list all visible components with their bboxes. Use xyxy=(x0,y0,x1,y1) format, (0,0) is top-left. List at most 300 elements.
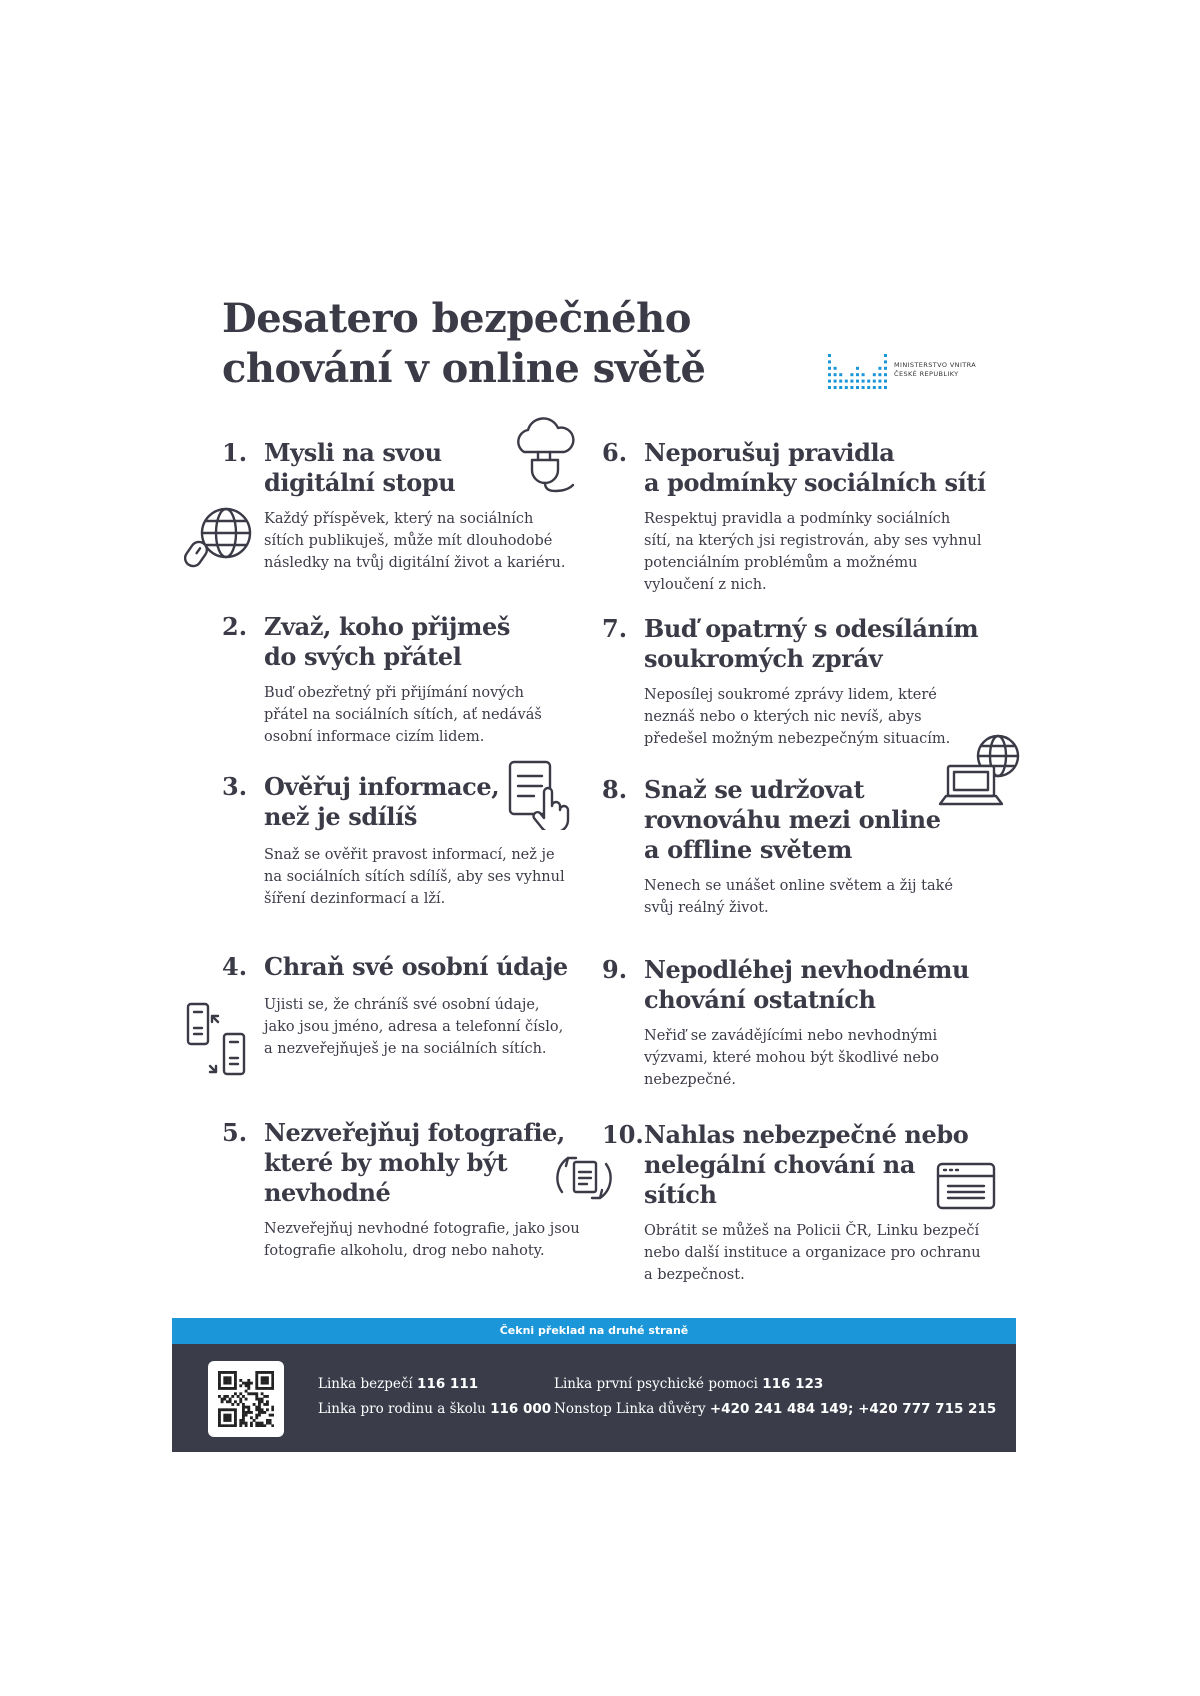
qr-module xyxy=(221,1424,224,1427)
qr-module xyxy=(255,1398,258,1401)
qr-module xyxy=(263,1387,266,1390)
qr-module xyxy=(266,1382,269,1385)
rule-number: 1. xyxy=(222,438,248,467)
qr-module xyxy=(261,1424,264,1427)
logo-dot xyxy=(867,386,870,389)
logo-dot xyxy=(828,367,831,370)
qr-module xyxy=(255,1422,258,1425)
logo-dot xyxy=(828,360,831,363)
helpline-label: Linka bezpečí xyxy=(318,1376,418,1392)
qr-module xyxy=(263,1403,266,1406)
heading-line: a offline světem xyxy=(644,835,852,864)
qr-module xyxy=(234,1416,237,1419)
qr-module xyxy=(263,1411,266,1414)
qr-module xyxy=(250,1382,253,1385)
title-line-1: Desatero bezpečného xyxy=(222,295,691,342)
logo-dot xyxy=(873,373,876,376)
qr-module xyxy=(271,1408,274,1411)
rule-heading xyxy=(644,438,986,498)
qr-module xyxy=(218,1382,221,1385)
body-line: vyloučení z nich. xyxy=(644,577,767,593)
body-line: Nenech se unášet online světem a žij také xyxy=(644,878,953,894)
qr-module xyxy=(239,1422,242,1425)
qr-module xyxy=(271,1379,274,1382)
rule-number: 7. xyxy=(602,614,628,643)
qr-module xyxy=(271,1371,274,1374)
qr-module xyxy=(218,1387,221,1390)
rule-4 xyxy=(222,952,582,1072)
logo-dot xyxy=(878,373,881,376)
qr-module xyxy=(245,1406,248,1409)
qr-module xyxy=(239,1392,242,1395)
rule-body xyxy=(644,875,953,919)
body-line: Respektuj pravidla a podmínky sociálních xyxy=(644,511,951,527)
heading-line: sítích xyxy=(644,1180,717,1209)
rule-body xyxy=(644,508,982,596)
logo-dot xyxy=(884,380,887,383)
qr-module xyxy=(247,1411,250,1414)
qr-module xyxy=(263,1424,266,1427)
logo-dot xyxy=(884,354,887,357)
qr-module xyxy=(255,1424,258,1427)
qr-module xyxy=(255,1384,258,1387)
qr-module xyxy=(255,1379,258,1382)
qr-module xyxy=(261,1376,264,1379)
qr-module xyxy=(226,1395,229,1398)
qr-module xyxy=(253,1392,256,1395)
body-line: přátel na sociálních sítích, ať nedáváš xyxy=(264,707,542,723)
qr-module xyxy=(218,1395,221,1398)
logo-dot xyxy=(878,380,881,383)
helpline-number: 116 111 xyxy=(417,1376,479,1392)
qr-module xyxy=(223,1371,226,1374)
qr-module xyxy=(261,1400,264,1403)
qr-module xyxy=(271,1387,274,1390)
qr-module xyxy=(255,1408,258,1411)
qr-module xyxy=(218,1424,221,1427)
rule-number: 10. xyxy=(602,1120,644,1149)
heading-line: než je sdílíš xyxy=(264,802,417,831)
logo-dot xyxy=(856,386,859,389)
qr-module xyxy=(234,1384,237,1387)
qr-module xyxy=(261,1398,264,1401)
qr-module xyxy=(266,1395,269,1398)
rule-number: 5. xyxy=(222,1118,248,1147)
qr-module xyxy=(255,1392,258,1395)
logo-dot xyxy=(828,386,831,389)
body-line: předešel možným nebezpečným situacím. xyxy=(644,731,951,747)
logo-dot xyxy=(839,380,842,383)
rule-heading xyxy=(264,1118,565,1208)
qr-module xyxy=(223,1416,226,1419)
rule-5 xyxy=(222,1118,582,1258)
qr-module xyxy=(223,1379,226,1382)
qr-module xyxy=(239,1384,242,1387)
logo-dot xyxy=(834,373,837,376)
heading-line: Snaž se udržovat xyxy=(644,775,865,804)
qr-module xyxy=(226,1376,229,1379)
qr-module xyxy=(269,1419,272,1422)
qr-module xyxy=(234,1371,237,1374)
qr-module xyxy=(218,1374,221,1377)
qr-module xyxy=(231,1403,234,1406)
logo-text xyxy=(894,361,976,379)
rule-2 xyxy=(222,612,582,752)
logo-dot xyxy=(834,367,837,370)
qr-module xyxy=(258,1403,261,1406)
qr-module xyxy=(229,1419,232,1422)
qr-module xyxy=(271,1384,274,1387)
rule-number: 3. xyxy=(222,772,248,801)
rule-number: 4. xyxy=(222,952,248,981)
qr-module xyxy=(218,1384,221,1387)
qr-module xyxy=(223,1387,226,1390)
qr-module xyxy=(234,1414,237,1417)
qr-module xyxy=(229,1371,232,1374)
qr-module xyxy=(263,1371,266,1374)
heading-line: které by mohly být xyxy=(264,1148,508,1177)
qr-module xyxy=(218,1379,221,1382)
logo-dot xyxy=(845,386,848,389)
logo-dot xyxy=(856,367,859,370)
logo-dot xyxy=(828,354,831,357)
body-line: a bezpečnost. xyxy=(644,1267,745,1283)
logo-dot xyxy=(856,373,859,376)
qr-module xyxy=(242,1406,245,1409)
heading-line: Mysli na svou xyxy=(264,438,442,467)
qr-module xyxy=(221,1387,224,1390)
qr-module xyxy=(250,1392,253,1395)
qr-module xyxy=(237,1403,240,1406)
heading-line: Zvaž, koho přijmeš xyxy=(264,612,511,641)
heading-line: do svých přátel xyxy=(264,642,462,671)
heading-line: chování ostatních xyxy=(644,985,876,1014)
body-line: Každý příspěvek, který na sociálních xyxy=(264,511,534,527)
logo-dot xyxy=(884,360,887,363)
qr-module xyxy=(261,1379,264,1382)
rule-heading xyxy=(644,775,941,865)
body-line: jako jsou jméno, adresa a telefonní číslo, xyxy=(264,1019,564,1035)
qr-module xyxy=(271,1374,274,1377)
helpline-number: +420 241 484 149; +420 777 715 215 xyxy=(709,1401,997,1417)
logo-dot xyxy=(862,373,865,376)
heading-line: Neporušuj pravidla xyxy=(644,438,895,467)
qr-module xyxy=(229,1416,232,1419)
qr-module xyxy=(229,1408,232,1411)
logo-line-1: MINISTERSTVO VNITRA xyxy=(894,361,977,369)
ministry-logo-icon xyxy=(826,346,890,392)
qr-module xyxy=(239,1400,242,1403)
qr-module xyxy=(234,1422,237,1425)
qr-module xyxy=(258,1408,261,1411)
body-line: šíření dezinformací a lží. xyxy=(264,891,446,907)
qr-module xyxy=(218,1416,221,1419)
qr-module xyxy=(229,1398,232,1401)
page-title xyxy=(222,294,705,394)
qr-module xyxy=(231,1424,234,1427)
qr-module xyxy=(250,1416,253,1419)
helpline-psychicka-pomoc xyxy=(554,1372,996,1397)
qr-module xyxy=(221,1398,224,1401)
qr-module xyxy=(258,1398,261,1401)
qr-module xyxy=(234,1419,237,1422)
qr-module xyxy=(261,1387,264,1390)
qr-module xyxy=(234,1424,237,1427)
heading-line: rovnováhu mezi online xyxy=(644,805,941,834)
qr-module xyxy=(266,1400,269,1403)
qr-module xyxy=(242,1382,245,1385)
heading-line: Chraň své osobní údaje xyxy=(264,952,568,981)
qr-module xyxy=(266,1403,269,1406)
qr-module xyxy=(239,1398,242,1401)
logo-dot xyxy=(884,386,887,389)
rule-body xyxy=(644,1220,981,1286)
translation-banner: Čekni překlad na druhé straně xyxy=(172,1318,1016,1344)
qr-module xyxy=(226,1424,229,1427)
logo-dot xyxy=(850,386,853,389)
rule-body xyxy=(264,994,563,1060)
rule-body xyxy=(264,508,565,574)
qr-module xyxy=(231,1395,234,1398)
qr-module xyxy=(239,1419,242,1422)
qr-module xyxy=(247,1387,250,1390)
qr-module xyxy=(247,1408,250,1411)
body-line: osobní informace cizím lidem. xyxy=(264,729,485,745)
qr-module xyxy=(258,1406,261,1409)
qr-module xyxy=(245,1422,248,1425)
qr-module xyxy=(255,1395,258,1398)
qr-module xyxy=(245,1424,248,1427)
body-line: neznáš nebo o kterých nic nevíš, abys xyxy=(644,709,922,725)
qr-module xyxy=(229,1382,232,1385)
qr-module xyxy=(258,1422,261,1425)
qr-module xyxy=(245,1398,248,1401)
qr-module xyxy=(255,1371,258,1374)
qr-module xyxy=(269,1371,272,1374)
qr-module xyxy=(221,1408,224,1411)
qr-module xyxy=(234,1382,237,1385)
qr-module xyxy=(226,1419,229,1422)
qr-module xyxy=(271,1406,274,1409)
rule-heading xyxy=(644,614,978,674)
body-line: Ujisti se, že chráníš své osobní údaje, xyxy=(264,997,540,1013)
qr-module xyxy=(255,1374,258,1377)
heading-line: Nezveřejňuj fotografie, xyxy=(264,1118,565,1147)
qr-module xyxy=(253,1419,256,1422)
logo-dot xyxy=(839,386,842,389)
qr-module xyxy=(261,1408,264,1411)
qr-module xyxy=(218,1414,221,1417)
qr-module xyxy=(234,1408,237,1411)
qr-module xyxy=(261,1411,264,1414)
logo-dot xyxy=(845,380,848,383)
heading-line: soukromých zpráv xyxy=(644,644,883,673)
logo-dot xyxy=(828,373,831,376)
qr-module xyxy=(258,1414,261,1417)
qr-module xyxy=(271,1376,274,1379)
qr-module xyxy=(242,1403,245,1406)
logo-dot xyxy=(878,367,881,370)
qr-module xyxy=(226,1387,229,1390)
qr-module xyxy=(242,1416,245,1419)
rule-number: 2. xyxy=(222,612,248,641)
qr-module xyxy=(226,1400,229,1403)
qr-module xyxy=(226,1379,229,1382)
helpline-footer xyxy=(172,1344,1016,1452)
helpline-rodina-skola xyxy=(318,1397,551,1422)
qr-module xyxy=(245,1382,248,1385)
phone-transfer-icon xyxy=(184,1000,248,1080)
helpline-linka-duvery xyxy=(554,1397,996,1422)
qr-module xyxy=(253,1403,256,1406)
qr-module xyxy=(263,1395,266,1398)
qr-module xyxy=(271,1414,274,1417)
rule-body xyxy=(264,1218,580,1262)
qr-module xyxy=(242,1414,245,1417)
qr-module xyxy=(234,1387,237,1390)
qr-module xyxy=(223,1382,226,1385)
body-line: Obrátit se můžeš na Policii ČR, Linku bezpečí xyxy=(644,1223,980,1239)
qr-module xyxy=(223,1398,226,1401)
qr-module xyxy=(229,1376,232,1379)
body-line: Neposílej soukromé zprávy lidem, které xyxy=(644,687,937,703)
qr-module xyxy=(239,1379,242,1382)
qr-module xyxy=(258,1387,261,1390)
qr-module xyxy=(255,1416,258,1419)
qr-module xyxy=(223,1408,226,1411)
laptop-globe-icon xyxy=(938,732,1022,810)
qr-module xyxy=(242,1395,245,1398)
qr-module xyxy=(242,1411,245,1414)
helpline-linka-bezpeci xyxy=(318,1372,551,1397)
qr-module xyxy=(218,1371,221,1374)
body-line: potenciálním problémům a možnému xyxy=(644,555,918,571)
qr-module xyxy=(226,1408,229,1411)
heading-line: digitální stopu xyxy=(264,468,456,497)
qr-module xyxy=(271,1424,274,1427)
heading-line: Buď opatrný s odesíláním xyxy=(644,614,979,643)
qr-module xyxy=(229,1414,232,1417)
body-line: Nezveřejňuj nevhodné fotografie, jako jsou xyxy=(264,1221,580,1237)
rule-9 xyxy=(602,955,1022,1095)
helpline-label: Nonstop Linka důvěry xyxy=(554,1401,710,1417)
body-line: na sociálních sítích sdílíš, aby ses vyhnul xyxy=(264,869,565,885)
rule-heading xyxy=(644,955,969,1015)
qr-module xyxy=(266,1379,269,1382)
qr-module xyxy=(229,1400,232,1403)
qr-module xyxy=(247,1379,250,1382)
qr-module xyxy=(266,1419,269,1422)
qr-module xyxy=(263,1382,266,1385)
qr-module xyxy=(245,1390,248,1393)
heading-line: Nahlas nebezpečné nebo xyxy=(644,1120,969,1149)
qr-module xyxy=(229,1387,232,1390)
logo-dot xyxy=(828,380,831,383)
body-line: Buď obezřetný při přijímání nových xyxy=(264,685,524,701)
logo-dot xyxy=(850,373,853,376)
qr-module xyxy=(250,1424,253,1427)
qr-module xyxy=(263,1379,266,1382)
qr-module xyxy=(255,1382,258,1385)
qr-module xyxy=(218,1422,221,1425)
qr-module xyxy=(237,1395,240,1398)
logo-dot xyxy=(834,380,837,383)
helpline-label: Linka první psychické pomoci xyxy=(554,1376,763,1392)
title-line-2: chování v online světě xyxy=(222,345,706,392)
qr-module xyxy=(266,1371,269,1374)
rule-6 xyxy=(602,438,1022,598)
qr-module xyxy=(234,1379,237,1382)
qr-module xyxy=(234,1392,237,1395)
body-line: následky na tvůj digitální život a kariéru. xyxy=(264,555,566,571)
qr-module xyxy=(266,1422,269,1425)
qr-module xyxy=(223,1395,226,1398)
qr-module xyxy=(245,1411,248,1414)
rule-number: 6. xyxy=(602,438,628,467)
qr-module xyxy=(261,1382,264,1385)
qr-module xyxy=(223,1376,226,1379)
qr-module xyxy=(258,1424,261,1427)
heading-line: a podmínky sociálních sítí xyxy=(644,468,986,497)
globe-mouse-icon xyxy=(184,505,256,571)
body-line: Snaž se ověřit pravost informací, než je xyxy=(264,847,555,863)
logo-dot xyxy=(839,373,842,376)
helpline-column-1 xyxy=(318,1372,551,1422)
browser-window-icon xyxy=(936,1162,996,1212)
heading-line: nelegální chování na xyxy=(644,1150,915,1179)
rule-body xyxy=(264,844,565,910)
heading-line: Ověřuj informace, xyxy=(264,772,500,801)
rule-heading xyxy=(264,952,568,982)
body-line: sítích publikuješ, může mít dlouhodobé xyxy=(264,533,553,549)
qr-module xyxy=(242,1419,245,1422)
qr-module xyxy=(261,1422,264,1425)
qr-module xyxy=(229,1424,232,1427)
qr-module xyxy=(221,1371,224,1374)
logo-dot xyxy=(873,380,876,383)
qr-module xyxy=(266,1387,269,1390)
rule-body xyxy=(264,682,542,748)
body-line: nebo další instituce a organizace pro ochranu xyxy=(644,1245,981,1261)
qr-module xyxy=(245,1384,248,1387)
qr-module xyxy=(255,1406,258,1409)
rule-number: 9. xyxy=(602,955,628,984)
qr-module xyxy=(261,1371,264,1374)
logo-dot xyxy=(850,380,853,383)
qr-code[interactable] xyxy=(208,1361,284,1437)
qr-code-icon xyxy=(218,1371,274,1427)
qr-module xyxy=(234,1400,237,1403)
qr-module xyxy=(255,1376,258,1379)
qr-module xyxy=(226,1382,229,1385)
qr-module xyxy=(247,1406,250,1409)
qr-module xyxy=(221,1400,224,1403)
qr-module xyxy=(229,1379,232,1382)
body-line: fotografie alkoholu, drog nebo nahoty. xyxy=(264,1243,545,1259)
qr-module xyxy=(255,1414,258,1417)
helpline-column-2 xyxy=(554,1372,996,1422)
qr-module xyxy=(247,1392,250,1395)
logo-dot xyxy=(856,380,859,383)
qr-module xyxy=(269,1414,272,1417)
qr-module xyxy=(226,1414,229,1417)
qr-module xyxy=(223,1414,226,1417)
qr-module xyxy=(258,1371,261,1374)
ministry-logo xyxy=(826,346,1026,392)
qr-module xyxy=(231,1371,234,1374)
qr-module xyxy=(245,1414,248,1417)
logo-line-2: ČESKÉ REPUBLIKY xyxy=(894,370,959,378)
